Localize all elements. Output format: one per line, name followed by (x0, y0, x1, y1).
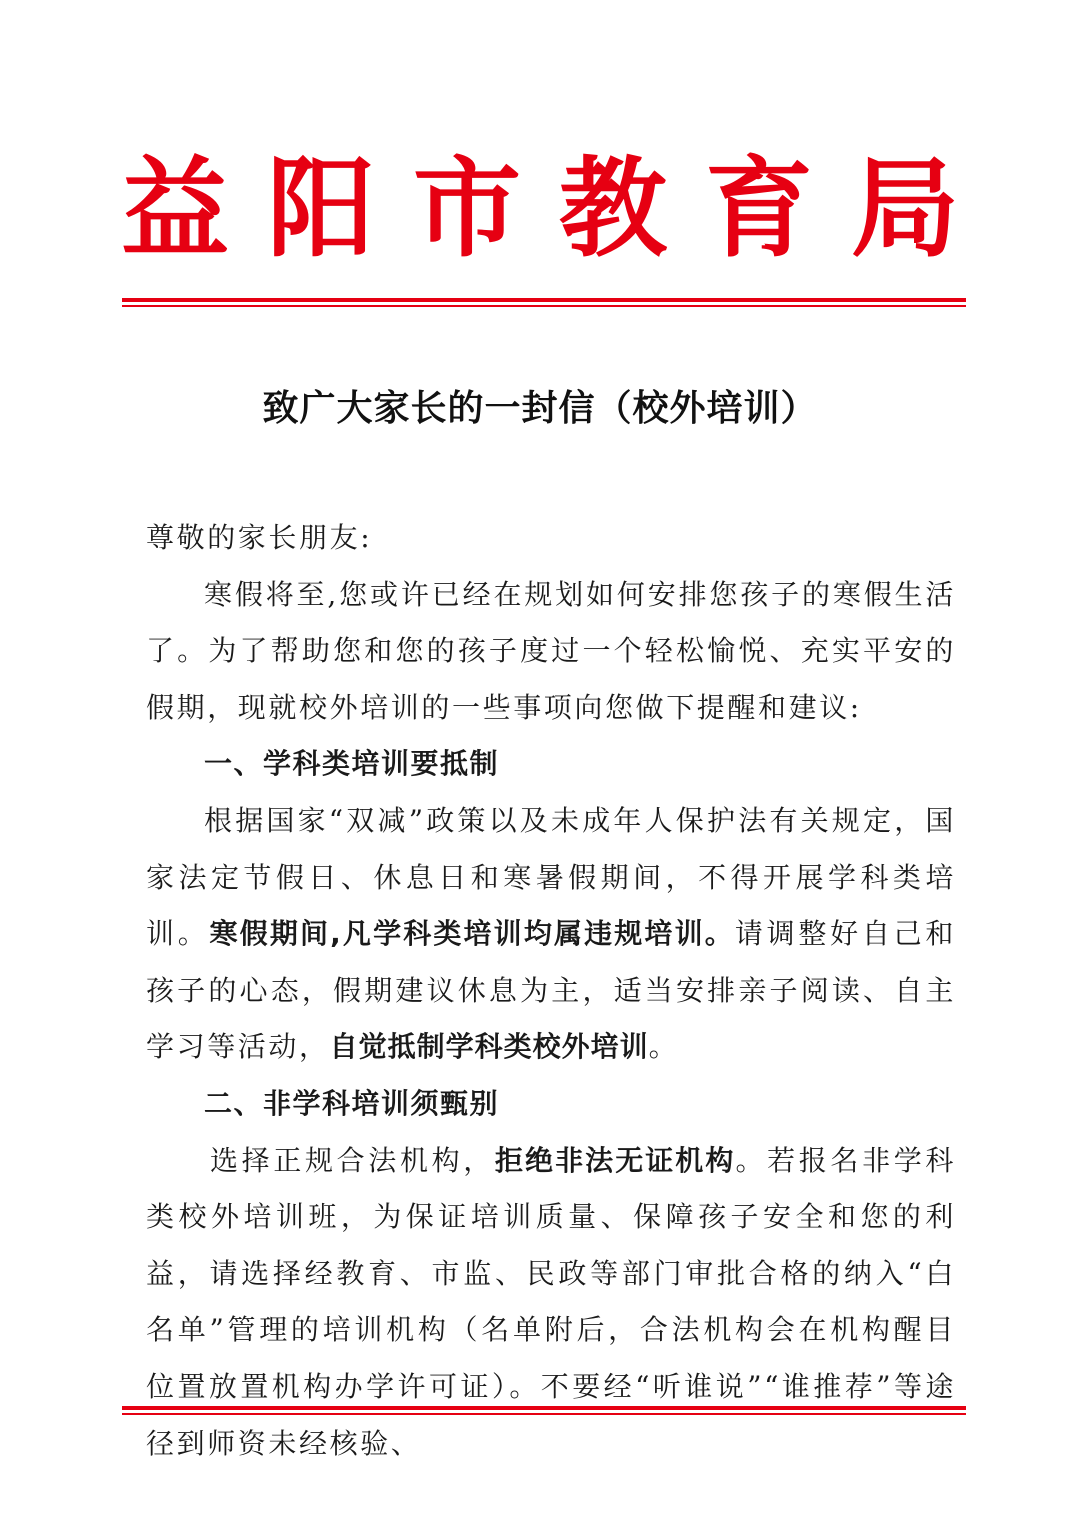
document-body (146, 510, 956, 1472)
section-1-text-b: 请调整好自己和孩子的心态，假期建议休息为主，适当安排亲子阅读、自主学习等活动， (146, 917, 957, 1064)
section-1-text-c: 。 (648, 1030, 680, 1064)
section-1-emphasis-b: 自觉抵制学科类校外培训 (329, 1030, 649, 1064)
section-2-paragraph (146, 1133, 956, 1473)
section-2-emphasis-a: 拒绝非法无证机构 (494, 1143, 736, 1177)
section-2-text-b: 。若报名非学科类校外培训班，为保证培训质量、保障孩子安全和您的利益，请选择经教育、市监、民政等部门审批合格的纳入“白名单”管理的培训机构（名单附后，合法机构会在机构醒目位置放置机构办学许可证）。不要经“听谁说”“谁推荐”等途径到师资未经核验、 (146, 1143, 956, 1460)
letterhead-rule-thick (122, 298, 966, 302)
section-1-heading: 一、学科类培训要抵制 (204, 747, 500, 781)
section-1-emphasis-a: 寒假期间,凡学科类培训均属违规培训。 (209, 917, 735, 951)
letterhead-org-name: 益阳市教育局 (120, 147, 997, 272)
section-2-heading: 二、非学科培训须甄别 (204, 1086, 500, 1120)
section-1-text-a: 根据国家“双减”政策以及未成年人保护法有关规定，国家法定节假日、休息日和寒暑假期间，不得开展学科类培训。 (146, 803, 956, 951)
document-title: 致广大家长的一封信（校外培训） (262, 388, 818, 429)
letterhead-rule-thin (122, 305, 966, 307)
salutation: 尊敬的家长朋友: (146, 521, 373, 554)
intro-paragraph: 寒假将至,您或许已经在规划如何安排您孩子的寒假生活了。为了帮助您和您的孩子度过一个轻松愉悦、充实平安的假期，现就校外培训的一些事项向您做下提醒和建议: (146, 577, 956, 724)
footer-rule-thin (122, 1413, 966, 1415)
section-2-text-a: 选择正规合法机构， (210, 1143, 495, 1177)
footer-rule-thick (122, 1406, 966, 1410)
section-1-paragraph (146, 793, 956, 1076)
